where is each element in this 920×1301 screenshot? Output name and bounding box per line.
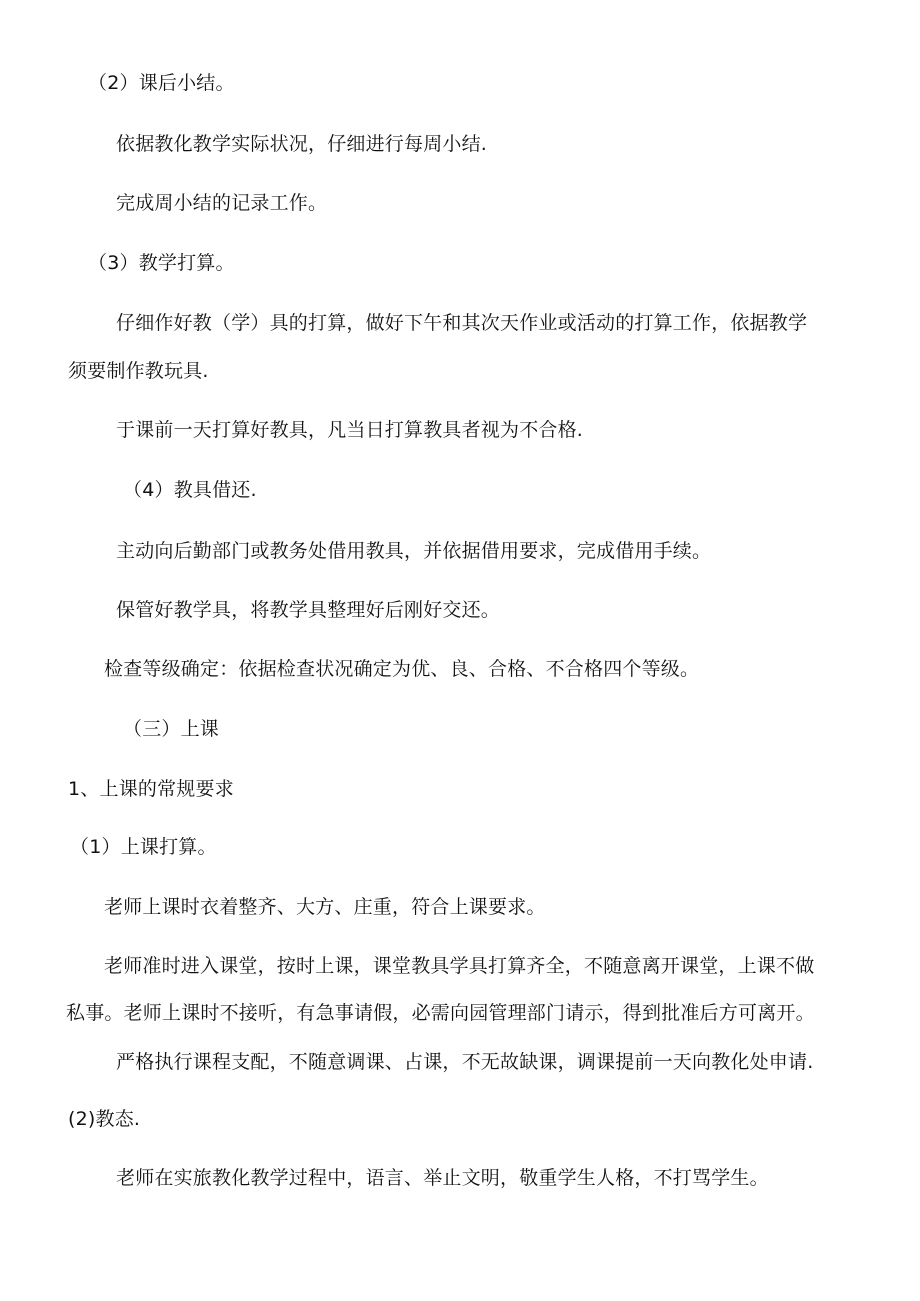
paragraph-line: 依据教化教学实际状况，仔细进行每周小结. bbox=[116, 133, 488, 155]
paragraph-line: 老师在实旅教化教学过程中，语言、举止文明，敬重学生人格，不打骂学生。 bbox=[116, 1167, 769, 1189]
paragraph-line: 仔细作好教（学）具的打算，做好下午和其次天作业或活动的打算工作，依据教学 bbox=[116, 312, 808, 334]
paragraph-line: 老师准时进入课堂，按时上课，课堂教具学具打算齐全，不随意离开课堂，上课不做 bbox=[104, 955, 815, 977]
paragraph-line: 须要制作教玩具. bbox=[68, 360, 209, 382]
heading-class-preparation: （1）上课打算。 bbox=[70, 836, 217, 858]
paragraph-line: 完成周小结的记录工作。 bbox=[116, 192, 328, 214]
section-heading-class: （三）上课 bbox=[123, 718, 220, 740]
heading-teaching-aids-borrowing: （4）教具借还. bbox=[123, 479, 257, 501]
paragraph-line: 私事。老师上课时不接听，有急事请假，必需向园管理部门请示，得到批准后方可离开。 bbox=[66, 1002, 815, 1024]
paragraph-line: 检查等级确定：依据检查状况确定为优、良、合格、不合格四个等级。 bbox=[104, 658, 700, 680]
paragraph-line: 严格执行课程支配，不随意调课、占课，不无故缺课，调课提前一天向教化处申请. bbox=[116, 1051, 814, 1073]
paragraph-line: 老师上课时衣着整齐、大方、庄重，符合上课要求。 bbox=[104, 896, 546, 918]
paragraph-line: 主动向后勤部门或教务处借用教具，并依据借用要求，完成借用手续。 bbox=[116, 540, 712, 562]
paragraph-line: 于课前一天打算好教具，凡当日打算教具者视为不合格. bbox=[116, 419, 584, 441]
heading-after-class-summary: （2）课后小结。 bbox=[88, 72, 235, 94]
subsection-heading: 1、上课的常规要求 bbox=[68, 778, 234, 800]
paragraph-line: 保管好教学具，将教学具整理好后刚好交还。 bbox=[116, 599, 501, 621]
heading-teaching-manner: (2)教态. bbox=[68, 1108, 141, 1130]
heading-teaching-preparation: （3）教学打算。 bbox=[88, 252, 235, 274]
